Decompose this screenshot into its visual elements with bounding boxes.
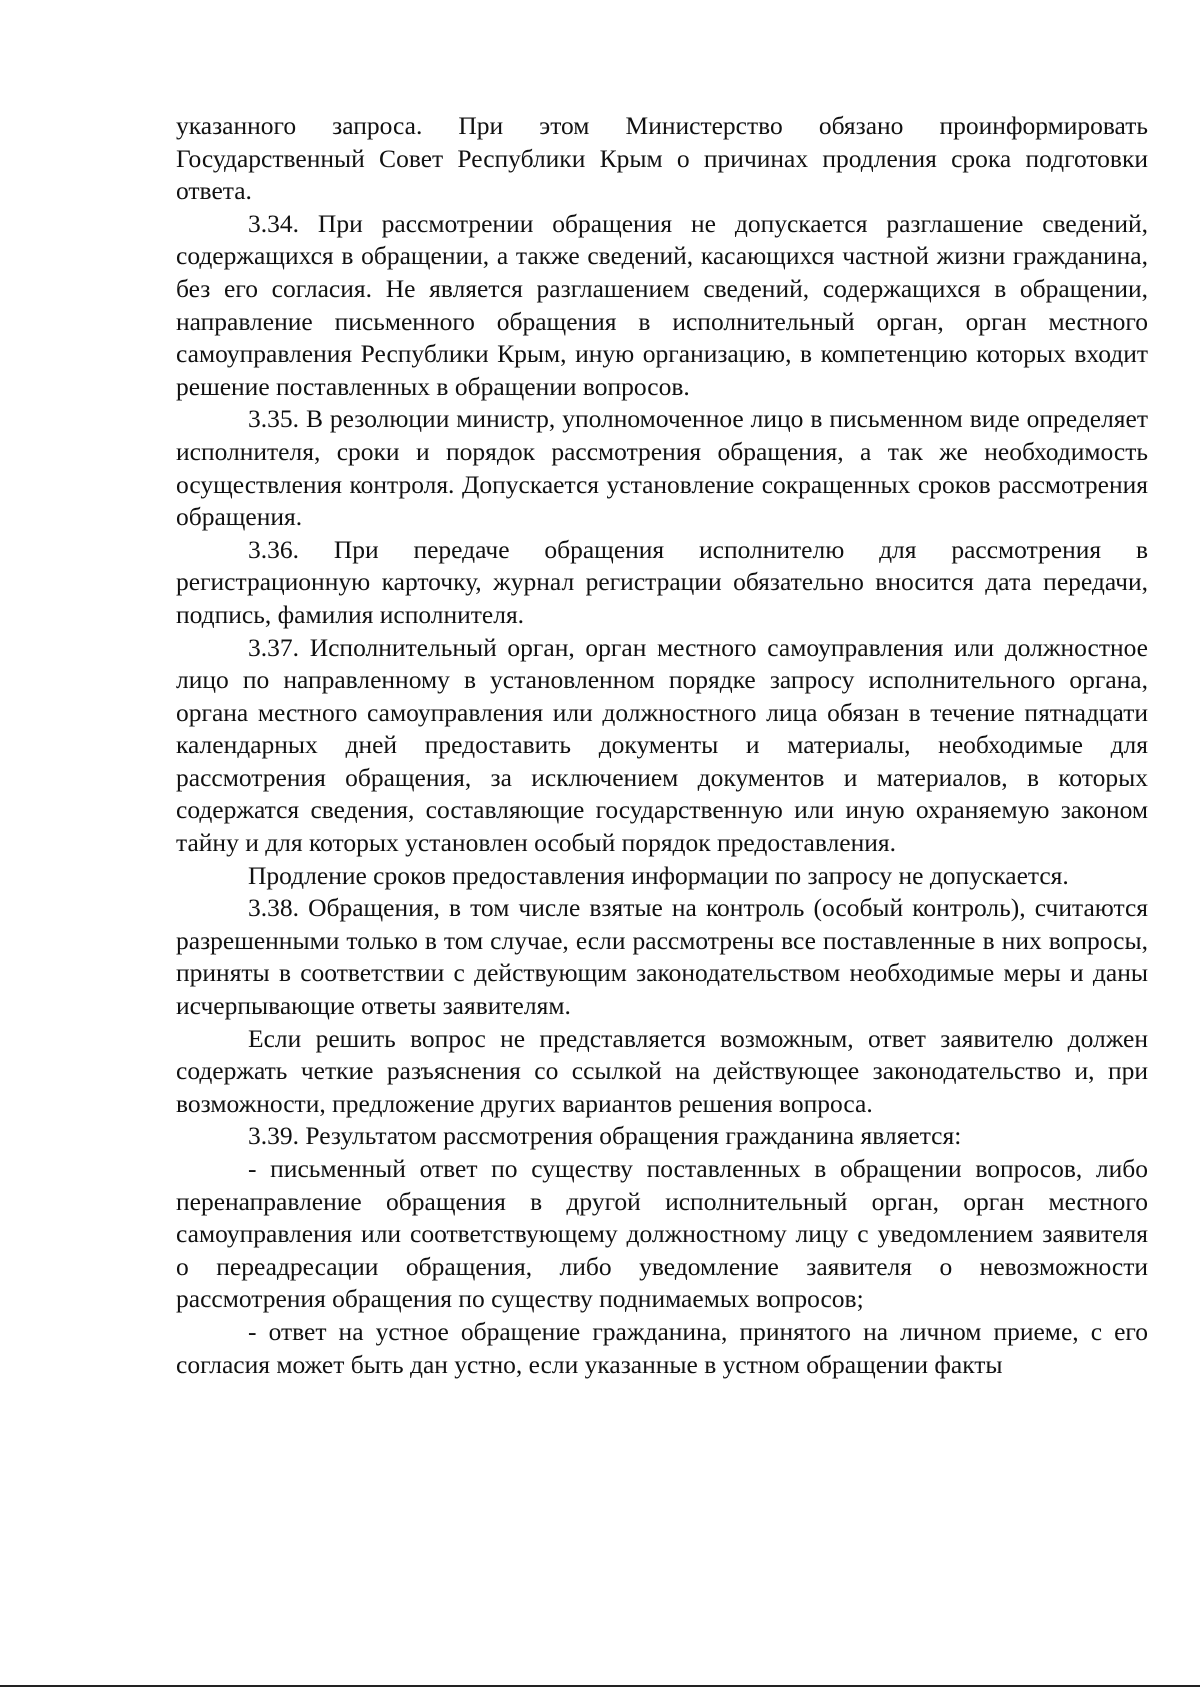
paragraph-3-37: 3.37. Исполнительный орган, орган местного самоуправления или должностное лицо по направленному в установленном порядке запросу исполнительного органа, органа местного самоуправления или должностного лица обязан в течение пятнадцати календарных дней предоставить документы и материалы, необходимые для рассмотрения обращения, за исключением документов и материалов, в которых содержатся сведения, составляющие государственную или иную охраняемую законом тайну и для которых установлен особый порядок предоставления. bbox=[176, 632, 1148, 858]
paragraph-3-39: 3.39. Результатом рассмотрения обращения гражданина является: bbox=[248, 1121, 962, 1151]
paragraph-continuation: указанного запроса. При этом Министерство обязано проинформировать Государственный Совет Республики Крым о причинах продления срока подготовки ответа. bbox=[176, 111, 1148, 206]
paragraph-3-35: 3.35. В резолюции министр, уполномоченное лицо в письменном виде определяет исполнителя, сроки и порядок рассмотрения обращения, а так же необходимость осуществления контроля. Допускается установление сокращенных сроков рассмотрения обращения. bbox=[176, 404, 1148, 532]
paragraph-answer-requirements: Если решить вопрос не представляется возможным, ответ заявителю должен содержать четкие разъяснения со ссылкой на действующее законодательство и, при возможности, предложение других вариантов решения вопроса. bbox=[176, 1023, 1148, 1118]
list-item-oral-answer: - ответ на устное обращение гражданина, принятого на личном приеме, с его согласия может быть дан устно, если указанные в устном обращении факты bbox=[176, 1316, 1148, 1379]
page-bottom-rule bbox=[0, 1685, 1200, 1687]
document-page bbox=[176, 110, 1148, 1381]
paragraph-extension: Продление сроков предоставления информации по запросу не допускается. bbox=[248, 860, 1069, 890]
paragraph-3-38: 3.38. Обращения, в том числе взятые на контроль (особый контроль), считаются разрешенными только в том случае, если рассмотрены все поставленные в них вопросы, приняты в соответствии с действующим законодательством необходимые меры и даны исчерпывающие ответы заявителям. bbox=[176, 893, 1148, 1021]
paragraph-3-36: 3.36. При передаче обращения исполнителю для рассмотрения в регистрационную карточку, журнал регистрации обязательно вносится дата передачи, подпись, фамилия исполнителя. bbox=[176, 534, 1148, 629]
paragraph-3-34: 3.34. При рассмотрении обращения не допускается разглашение сведений, содержащихся в обращении, а также сведений, касающихся частной жизни гражданина, без его согласия. Не является разглашением сведений, содержащихся в обращении, направление письменного обращения в исполнительный орган, орган местного самоуправления Республики Крым, иную организацию, в компетенцию которых входит решение поставленных в обращении вопросов. bbox=[176, 208, 1148, 401]
list-item-written-answer: - письменный ответ по существу поставленных в обращении вопросов, либо перенаправление обращения в другой исполнительный орган, орган местного самоуправления или соответствующему должностному лицу с уведомлением заявителя о переадресации обращения, либо уведомление заявителя о невозможности рассмотрения обращения по существу поднимаемых вопросов; bbox=[176, 1154, 1148, 1314]
